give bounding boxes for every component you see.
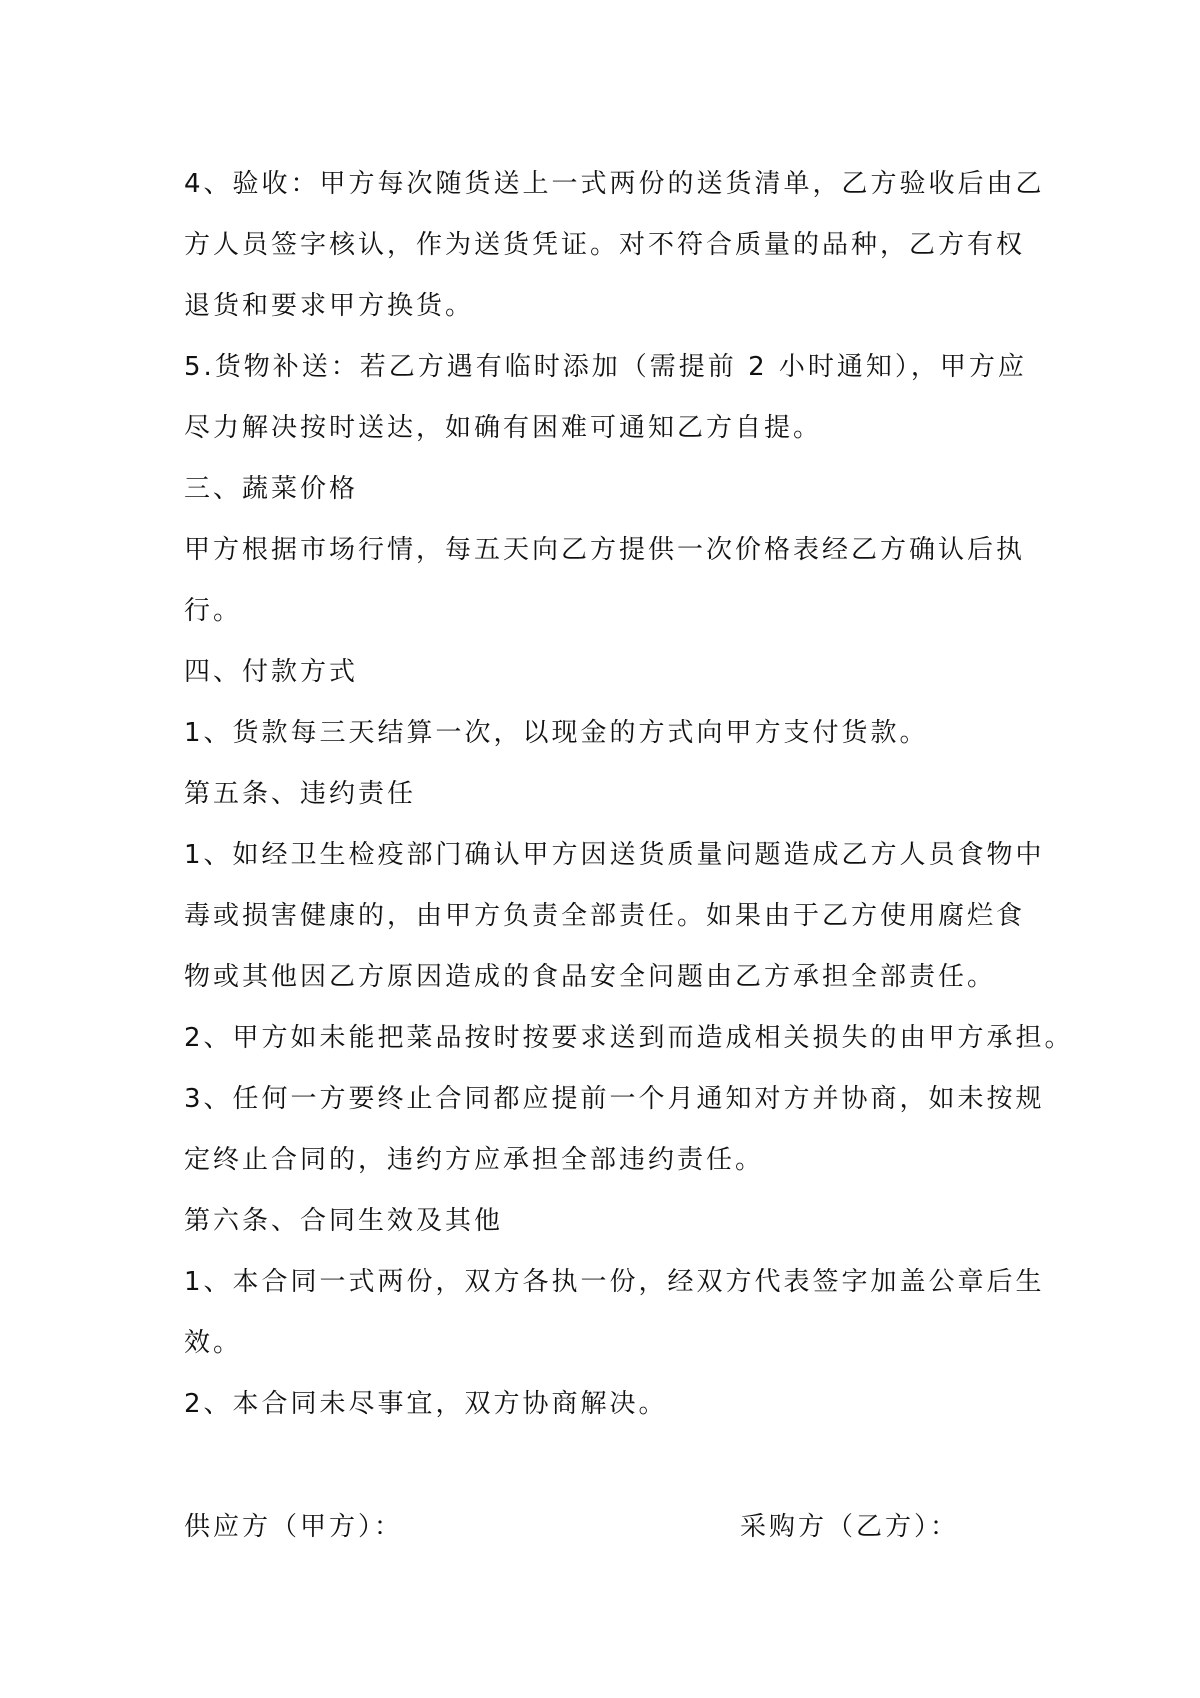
breach-clause-1-line-2: 毒或损害健康的，由甲方负责全部责任。如果由于乙方使用腐烂食	[184, 901, 1026, 931]
clause-5-resupply-line-2: 尽力解决按时送达，如确有困难可通知乙方自提。	[184, 413, 823, 443]
article-6-heading: 第六条、合同生效及其他	[184, 1206, 504, 1236]
price-paragraph-line-2: 行。	[184, 596, 243, 626]
effect-clause-1-line-1: 1、本合同一式两份，双方各执一份，经双方代表签字加盖公章后生	[184, 1267, 1045, 1297]
payment-clause-1: 1、货款每三天结算一次，以现金的方式向甲方支付货款。	[184, 718, 929, 748]
clause-4-acceptance-line-2: 方人员签字核认，作为送货凭证。对不符合质量的品种，乙方有权	[184, 230, 1026, 260]
effect-clause-2: 2、本合同未尽事宜，双方协商解决。	[184, 1389, 668, 1419]
supplier-signature-label: 供应方（甲方）：	[184, 1512, 404, 1542]
effect-clause-1-line-2: 效。	[184, 1328, 243, 1358]
breach-clause-1-line-1: 1、如经卫生检疫部门确认甲方因送货质量问题造成乙方人员食物中	[184, 840, 1045, 870]
breach-clause-3-line-2: 定终止合同的，违约方应承担全部违约责任。	[184, 1145, 765, 1175]
breach-clause-1-line-3: 物或其他因乙方原因造成的食品安全问题由乙方承担全部责任。	[184, 962, 997, 992]
clause-4-acceptance-line-1: 4、验收：甲方每次随货送上一式两份的送货清单，乙方验收后由乙	[184, 169, 1045, 199]
breach-clause-3-line-1: 3、任何一方要终止合同都应提前一个月通知对方并协商，如未按规	[184, 1084, 1045, 1114]
article-5-heading: 第五条、违约责任	[184, 779, 417, 809]
purchaser-signature-label: 采购方（乙方）：	[740, 1512, 960, 1542]
section-heading-vegetable-price: 三、蔬菜价格	[184, 474, 359, 504]
clause-4-acceptance-line-3: 退货和要求甲方换货。	[184, 291, 475, 321]
breach-clause-2: 2、甲方如未能把菜品按时按要求送到而造成相关损失的由甲方承担。	[184, 1023, 1074, 1053]
price-paragraph-line-1: 甲方根据市场行情，每五天向乙方提供一次价格表经乙方确认后执	[184, 535, 1026, 565]
clause-5-resupply-line-1: 5.货物补送：若乙方遇有临时添加（需提前 2 小时通知），甲方应	[184, 352, 1027, 382]
section-heading-payment: 四、付款方式	[184, 657, 359, 687]
